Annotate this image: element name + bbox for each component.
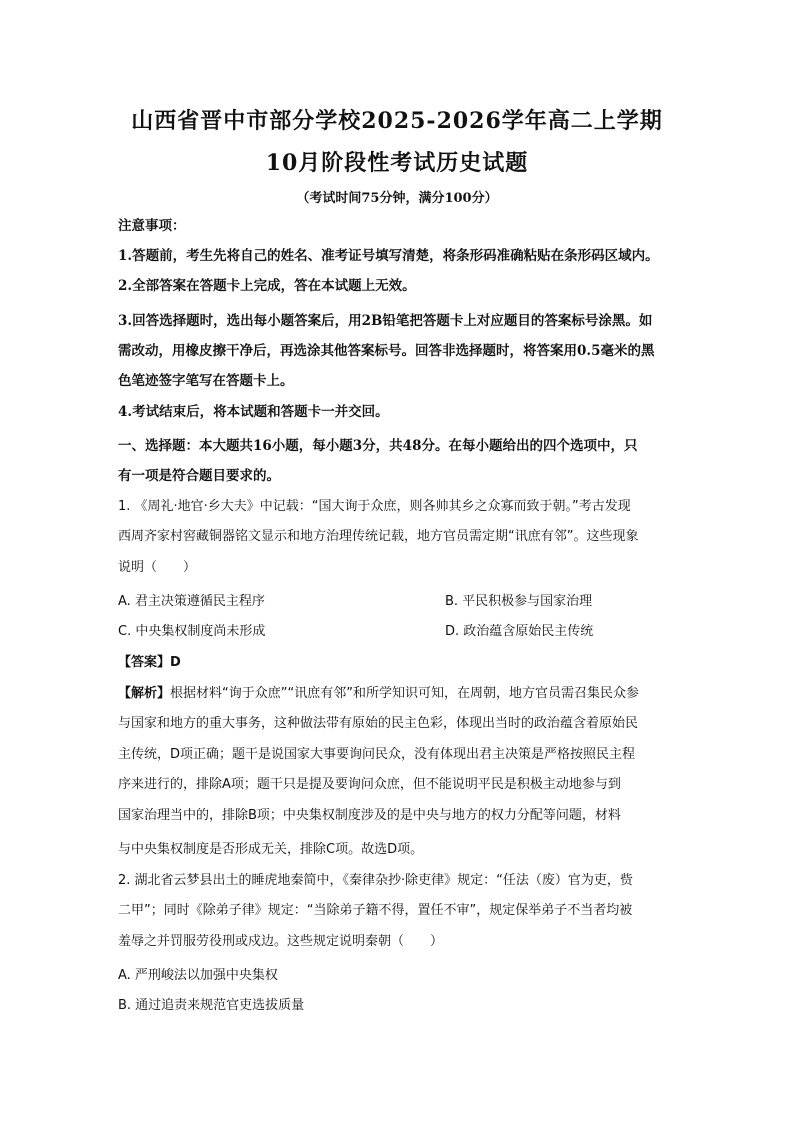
section-heading-cont: 有一项是符合题目要求的。: [118, 468, 280, 484]
q1-answer-text: 【答案】D: [118, 655, 181, 670]
q1-answer: [118, 653, 678, 673]
q1-analysis-line: 序来进行的，排除A项；题干只是提及要询问众庶，但不能说明平民是积极主动地参与到: [118, 777, 621, 792]
q2-stem-line: 2. 湖北省云梦县出土的睡虎地秦简中，《秦律杂抄·除吏律》规定：“任法（废）官为吏，赀: [118, 873, 633, 888]
notice-item: 4.考试结束后，将本试题和答题卡一并交回。: [118, 404, 389, 420]
q2-stem-line: 羞辱之并罚服劳役刑或戍边。这些规定说明秦朝（ ）: [118, 934, 444, 949]
q1-analysis-line: 国家治理当中的，排除B项；中央集权制度涉及的是中央与地方的权力分配等问题，材料: [118, 808, 621, 823]
notice-item: 1.答题前，考生先将自己的姓名、准考证号填写清楚，将条形码准确粘贴在条形码区域内。: [118, 248, 659, 264]
q1-option-d: D. 政治蕴含原始民主传统: [445, 624, 594, 639]
q1-stem-line: 1. 《周礼·地官·乡大夫》中记载：“国大询于众庶，则各帅其乡之众寡而致于朝。”考古发现: [118, 499, 631, 514]
exam-subtitle: （考试时间75分钟，满分100分）: [296, 191, 498, 206]
q2-option-a: A. 严刑峻法以加强中央集权: [118, 968, 278, 983]
q1-option-c: C. 中央集权制度尚未形成: [118, 624, 266, 639]
notice-item: 需改动，用橡皮擦干净后，再选涂其他答案标号。回答非选择题时，将答案用0.5毫米的黑: [118, 343, 655, 359]
notice-heading: 注意事项：: [118, 218, 186, 234]
notice-item: 色笔迹签字笔写在答题卡上。: [118, 373, 294, 389]
q1-option-a: A. 君主决策遵循民主程序: [118, 594, 265, 609]
notice-item: 3.回答选择题时，选出每小题答案后，用2B铅笔把答题卡上对应题目的答案标号涂黑。如: [118, 313, 653, 329]
section-heading: 一、选择题：本大题共16小题，每小题3分，共48分。在每小题给出的四个选项中，只: [118, 438, 638, 454]
q1-stem-line: 说明（ ）: [118, 560, 197, 575]
q1-analysis-line: 与国家和地方的重大事务，这种做法带有原始的民主色彩，体现出当时的政治蕴含着原始民: [118, 716, 639, 731]
q1-analysis-line: [118, 684, 678, 704]
q2-stem-line: 二甲”；同时《除弟子律》规定：“当除弟子籍不得，置任不审”，规定保举弟子不当者均被: [118, 903, 633, 918]
q1-analysis-label: 【解析】: [118, 686, 171, 701]
exam-title-line1: 山西省晋中市部分学校2025-2026学年高二上学期: [131, 108, 663, 134]
exam-title-line2: 10月阶段性考试历史试题: [265, 150, 529, 176]
q1-analysis-text: 根据材料“询于众庶”“讯庶有邻”和所学知识可知，在周朝，地方官员需召集民众参: [170, 686, 639, 701]
q1-option-b: B. 平民积极参与国家治理: [445, 594, 593, 609]
q1-analysis-line: 与中央集权制度是否形成无关，排除C项。故选D项。: [118, 842, 424, 857]
q1-analysis-line: 主传统，D项正确；题干是说国家大事要询问民众，没有体现出君主决策是严格按照民主程: [118, 747, 636, 762]
notice-item: 2.全部答案在答题卡上完成，答在本试题上无效。: [118, 278, 416, 294]
q2-option-b: B. 通过追责来规范官吏选拔质量: [118, 998, 305, 1013]
q1-stem-line: 西周齐家村窖藏铜器铭文显示和地方治理传统记载，地方官员需定期“讯庶有邻”。这些现象: [118, 529, 639, 544]
